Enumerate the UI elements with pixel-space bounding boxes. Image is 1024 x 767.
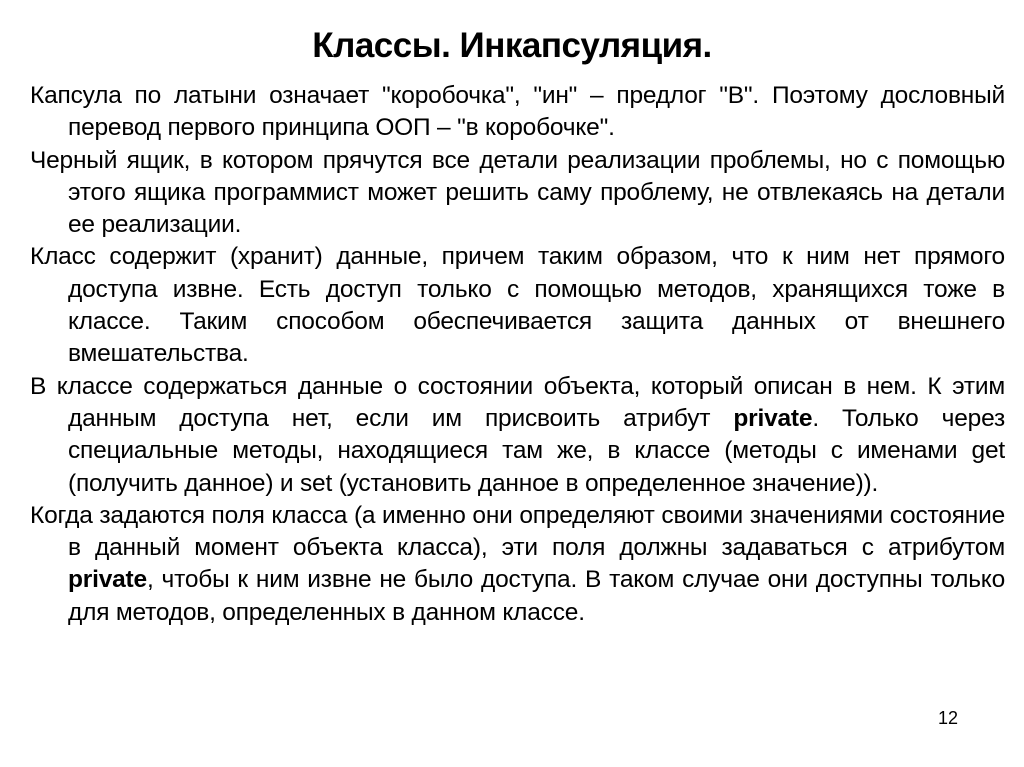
paragraph-private-fields xyxy=(30,500,1005,629)
keyword-private: private xyxy=(733,404,813,432)
text-segment: . Только через специальные методы, находящиеся там же, в классе (методы с именами xyxy=(68,404,1005,465)
keyword-set: set xyxy=(300,469,333,497)
text-segment: (получить данное) и xyxy=(68,469,300,497)
text-segment: , чтобы к ним извне не было доступа. В таком случае они доступны только для методов, определенных в данном классе. xyxy=(68,566,1005,626)
text-segment: В классе содержаться данные о состоянии объекта, который описан в нем. К этим данным доступа нет, если им присвоить атрибут xyxy=(30,372,1005,432)
paragraph-class-data: Класс содержит (хранит) данные, причем таким образом, что к ним нет прямого доступа извне. Есть доступ только с помощью методов, хранящихся тоже в классе. Таким способом обеспечивается защита данных от внешнего вмешательства. xyxy=(30,243,1005,368)
text-segment: Когда задаются поля класса (а именно они определяют своими значениями состояние в данный момент объекта класса), эти поля должны задаваться с атрибутом xyxy=(30,501,1005,562)
paragraph-object-state xyxy=(30,371,1005,500)
keyword-private: private xyxy=(68,566,147,594)
slide-body xyxy=(30,80,1005,629)
text-segment: (установить данное в определенное значение)). xyxy=(332,469,879,497)
slide-title: Классы. Инкапсуляция. xyxy=(312,26,712,65)
paragraph-capsule-definition: Капсула по латыни означает "коробочка", "ин" – предлог "В". Поэтому дословный перевод первого принципа ООП – "в коробочке". xyxy=(30,82,1005,142)
keyword-get: get xyxy=(971,437,1005,465)
paragraph-black-box: Черный ящик, в котором прячутся все детали реализации проблемы, но с помощью этого ящика программист может решить саму проблему, не отвлекаясь на детали ее реализации. xyxy=(30,146,1005,239)
page-number: 12 xyxy=(938,708,959,728)
